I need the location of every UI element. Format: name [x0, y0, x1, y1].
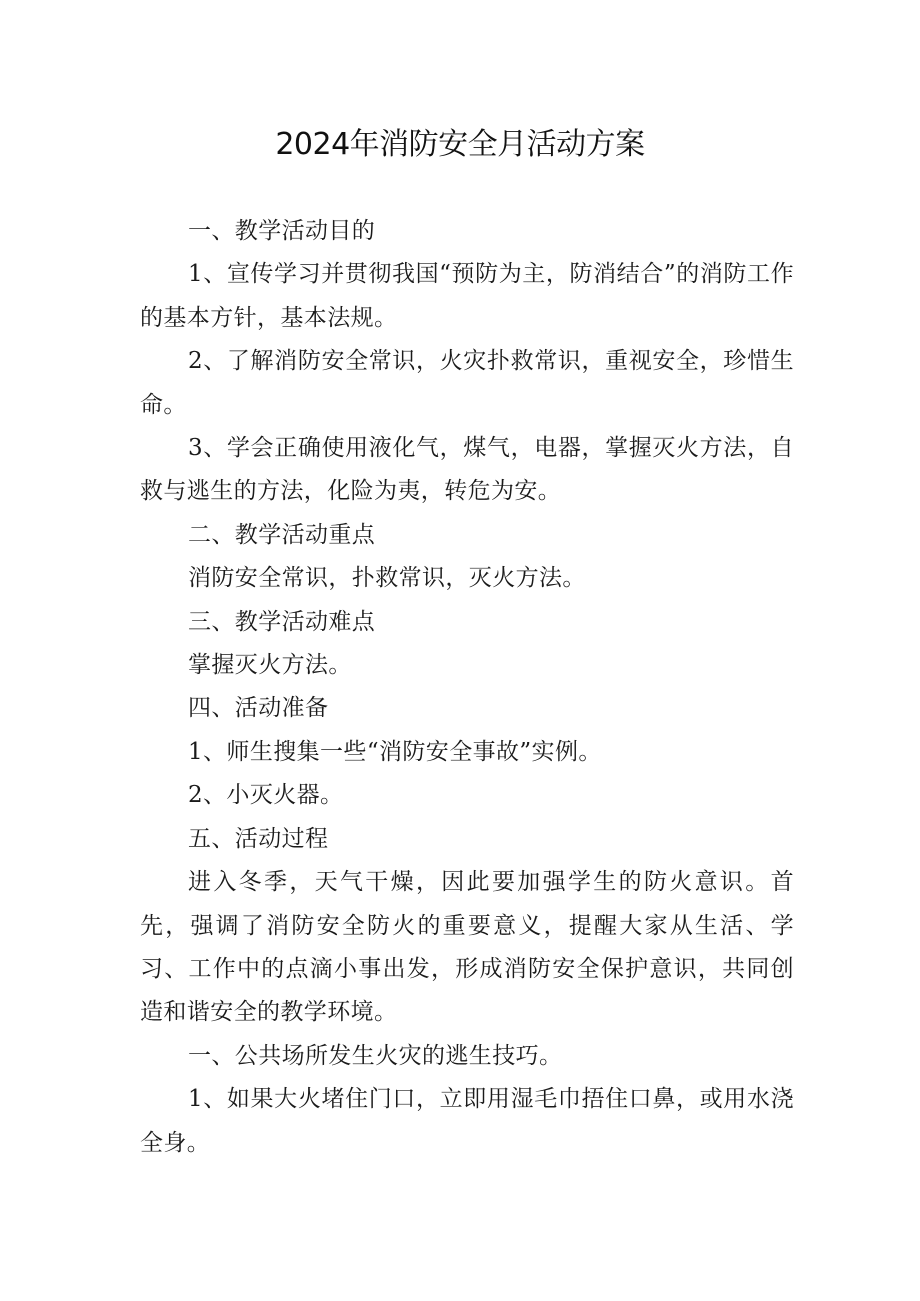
paragraph-difficulties: 掌握灭火方法。 [188, 652, 352, 679]
paragraph-objective-2: 2、了解消防安全常识，火灾扑救常识，重视安全，珍惜生命。 [140, 348, 794, 418]
paragraph-escape-1: 1、如果大火堵住门口，立即用湿毛巾捂住口鼻，或用水浇全身。 [140, 1086, 794, 1156]
document-body [140, 210, 794, 1165]
paragraph-preparation-1: 1、师生搜集一些“消防安全事故”实例。 [188, 738, 602, 765]
paragraph-objective-3: 3、学会正确使用液化气，煤气，电器，掌握灭火方法，自救与逃生的方法，化险为夷，转危为安。 [140, 435, 794, 505]
section-heading-key-points: 二、教学活动重点 [188, 521, 376, 548]
document-title: 2024年消防安全月活动方案 [275, 127, 645, 162]
paragraph-process-intro: 进入冬季，天气干燥，因此要加强学生的防火意识。首先，强调了消防安全防火的重要意义，提醒大家从生活、学习、工作中的点滴小事出发，形成消防安全保护意识，共同创造和谐安全的教学环境。 [140, 869, 794, 1026]
section-heading-process: 五、活动过程 [188, 825, 329, 852]
paragraph-key-points: 消防安全常识，扑救常识，灭火方法。 [188, 565, 586, 592]
paragraph-objective-1: 1、宣传学习并贯彻我国“预防为主，防消结合”的消防工作的基本方针，基本法规。 [140, 261, 794, 331]
section-heading-escape-skills: 一、公共场所发生火灾的逃生技巧。 [188, 1042, 563, 1069]
paragraph-preparation-2: 2、小灭火器。 [188, 782, 344, 809]
section-heading-objectives: 一、教学活动目的 [188, 218, 376, 244]
section-heading-difficulties: 三、教学活动难点 [188, 608, 376, 635]
section-heading-preparation: 四、活动准备 [188, 695, 329, 722]
